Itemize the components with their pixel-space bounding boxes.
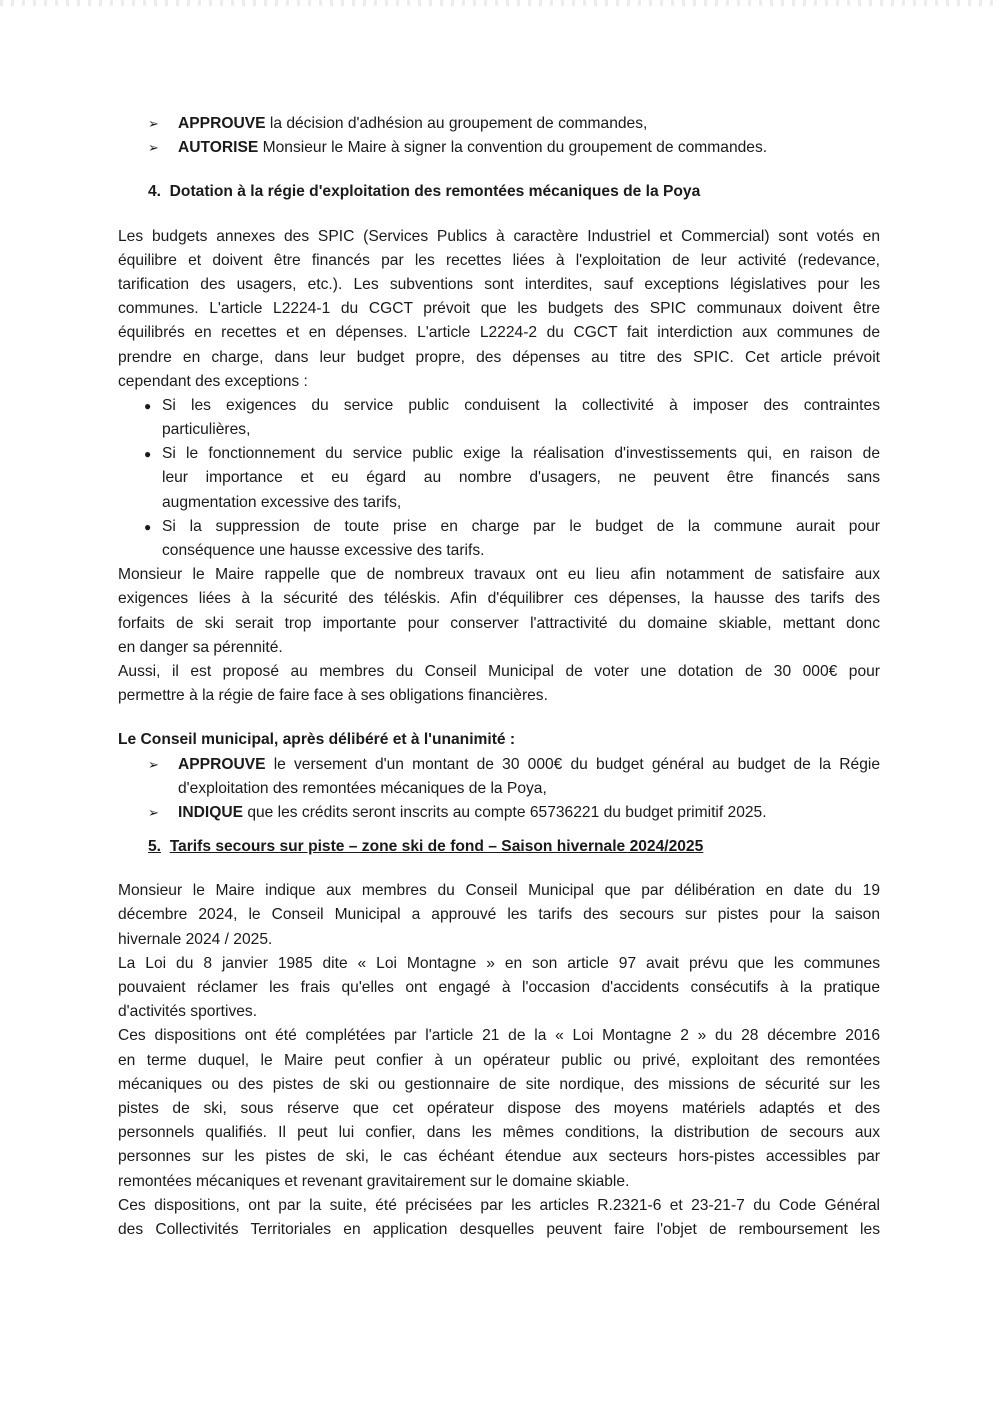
spacer — [118, 825, 880, 835]
section-5-paragraph-line: La Loi du 8 janvier 1985 dite « Loi Montagne » en son article 97 avait prévu que les communes — [118, 954, 880, 972]
list1-item-keyword: AUTORISE — [178, 139, 259, 157]
decision-item-line — [118, 753, 880, 777]
decision-item-text: que les crédits seront inscrits au compte 65736221 du budget primitif 2025. — [242, 803, 767, 821]
section-5-paragraph-line: pistes de ski, sous réserve que cet opérateur dispose des moyens matériels adaptés et des — [118, 1099, 880, 1117]
bullet-dot-icon: ● — [144, 519, 152, 534]
bullet-dot-icon: ● — [144, 398, 152, 413]
section-4-paragraph-line: exigences liées à la sécurité des téléskis. Afin d'équilibrer ces dépenses, la hausse des tarifs des — [118, 590, 880, 608]
spacer — [118, 708, 880, 728]
document-page — [118, 112, 880, 1242]
section-4-title: 4. Dotation à la régie d'exploitation des remontées mécaniques de la Poya — [148, 183, 701, 201]
bullet-line — [118, 394, 880, 418]
arrow-marker-icon: ➢ — [148, 116, 159, 131]
list1-item-text: la décision d'adhésion au groupement de commandes, — [265, 115, 648, 132]
arrow-marker-icon: ➢ — [148, 140, 159, 156]
arrow-marker-icon: ➢ — [148, 756, 159, 772]
section-5-paragraph-line: pouvaient réclamer les frais qu'elles ont engagé à l'occasion d'accidents consécutifs à la pratique — [118, 979, 880, 996]
bullet-text: augmentation excessive des tarifs, — [162, 493, 402, 511]
section-5-number: 5. — [148, 838, 162, 856]
arrow-marker-icon: ➢ — [148, 804, 159, 820]
bullet-line — [118, 418, 880, 442]
section-5-paragraph-line: Ces dispositions, ont par la suite, été précisées par les articles R.2321-6 et 23-21-7 du Code Général — [118, 1196, 880, 1214]
section-4-paragraph-line: cependant des exceptions : — [118, 372, 308, 390]
section-4-paragraph-line: équilibre et doivent être financés par les recettes liées à l'exploitation de leur activité (redevance, — [118, 251, 880, 269]
decision-item-text: le versement d'un montant de 30 000€ du budget général au budget de la Régie — [265, 755, 880, 773]
section-5-paragraph-line: personnes sur les pistes de ski, le cas échéant étendue aux secteurs hors-pistes accessibles par — [118, 1148, 880, 1166]
decision-item-line — [118, 801, 880, 825]
section-5-paragraph-line: en terme duquel, le Maire peut confier à un opérateur public ou privé, exploitant des remontées — [118, 1051, 880, 1069]
section-4-paragraph-line: Aussi, il est proposé au membres du Conseil Municipal de voter une dotation de 30 000€ pour — [118, 662, 880, 680]
section-4-paragraph-line: communes. L'article L2224-1 du CGCT prévoit que les budgets des SPIC communaux doivent être — [118, 300, 880, 318]
decision-item-line — [118, 777, 880, 801]
bullet-text: Si la suppression de toute prise en charge par le budget de la commune aurait pour — [162, 517, 880, 535]
scan-artifact — [0, 0, 1000, 6]
bullet-text: Si les exigences du service public conduisent la collectivité à imposer des contraintes — [162, 396, 880, 414]
list1-item-line — [118, 136, 880, 160]
decision-title: Le Conseil municipal, après délibéré et à l'unanimité : — [118, 731, 516, 749]
section-4-paragraph-line: forfaits de ski serait trop importante pour conserver l'attractivité du domaine skiable, mettant donc — [118, 614, 880, 632]
bullet-text: particulières, — [162, 421, 251, 439]
section-5-paragraph-line: remontées mécaniques et revenant gravitairement sur le domaine skiable. — [118, 1172, 630, 1190]
section-5-paragraph-line: des Collectivités Territoriales en application desquelles peuvent faire l'objet de remboursement les — [118, 1220, 880, 1238]
list1-item-keyword: APPROUVE — [178, 115, 266, 132]
section-5-paragraph-line: d'activités sportives. — [118, 1003, 258, 1021]
section-4-paragraph-line: Les budgets annexes des SPIC (Services Publics à caractère Industriel et Commercial) sont votés en — [118, 227, 880, 245]
bullet-dot-icon: ● — [144, 447, 152, 462]
section-4-paragraph-line: en danger sa pérennité. — [118, 638, 283, 656]
spacer — [118, 160, 880, 180]
section-5-paragraph-line: hivernale 2024 / 2025. — [118, 930, 273, 948]
bullet-line — [118, 515, 880, 539]
section-4-paragraph-line: tarification des usagers, etc.). Les subventions sont interdites, sauf exceptions législatives pour les — [118, 275, 880, 293]
section-5-paragraph-line: Ces dispositions ont été complétées par l'article 21 de la « Loi Montagne 2 » du 28 décembre 2016 — [118, 1027, 880, 1045]
section-5-paragraph-line: Monsieur le Maire indique aux membres du Conseil Municipal que par délibération en date du 19 — [118, 882, 880, 900]
bullet-line — [118, 491, 880, 515]
section-4-paragraph-line: prendre en charge, dans leur budget propre, des dépenses au titre des SPIC. Cet article prévoit — [118, 348, 880, 366]
decision-item-keyword: INDIQUE — [178, 803, 243, 821]
bullet-text: Si le fonctionnement du service public exige la réalisation d'investissements qui, en raison de — [162, 445, 880, 463]
section-5-title-text: Tarifs secours sur piste – zone ski de fond – Saison hivernale 2024/2025 — [169, 838, 704, 856]
section-4-paragraph-line: Monsieur le Maire rappelle que de nombreux travaux ont eu lieu afin notamment de satisfaire aux — [118, 566, 880, 584]
bullet-text: conséquence une hausse excessive des tarifs. — [162, 542, 485, 559]
section-4-paragraph-line: équilibrés en recettes et en dépenses. L'article L2224-2 du CGCT fait interdiction aux communes de — [118, 324, 880, 342]
bullet-line — [118, 442, 880, 466]
section-5-paragraph-line: personnels qualifiés. Il peut lui confier, dans les mêmes conditions, la distribution de secours aux — [118, 1124, 880, 1142]
section-5-paragraph-line: mécaniques ou des pistes de ski ou gestionnaire de site nordique, des missions de sécurité sur les — [118, 1075, 880, 1093]
list1-item-text: Monsieur le Maire à signer la convention du groupement de commandes. — [258, 139, 768, 157]
spacer — [118, 859, 880, 879]
decision-item-keyword: APPROUVE — [178, 755, 266, 773]
bullet-text: leur importance et eu égard au nombre d'usagers, ne peuvent être financés sans — [162, 469, 880, 487]
section-4-paragraph-line: permettre à la régie de faire face à ses obligations financières. — [118, 687, 548, 705]
decision-item-text: d'exploitation des remontées mécaniques de la Poya, — [178, 779, 547, 797]
spacer — [118, 205, 880, 225]
section-5-paragraph-line: décembre 2024, le Conseil Municipal a approuvé les tarifs des secours sur pistes pour la saison — [118, 906, 880, 924]
bullet-line — [118, 539, 880, 563]
list1-item-line — [118, 112, 880, 136]
section-5-title — [118, 835, 880, 859]
bullet-line — [118, 466, 880, 490]
